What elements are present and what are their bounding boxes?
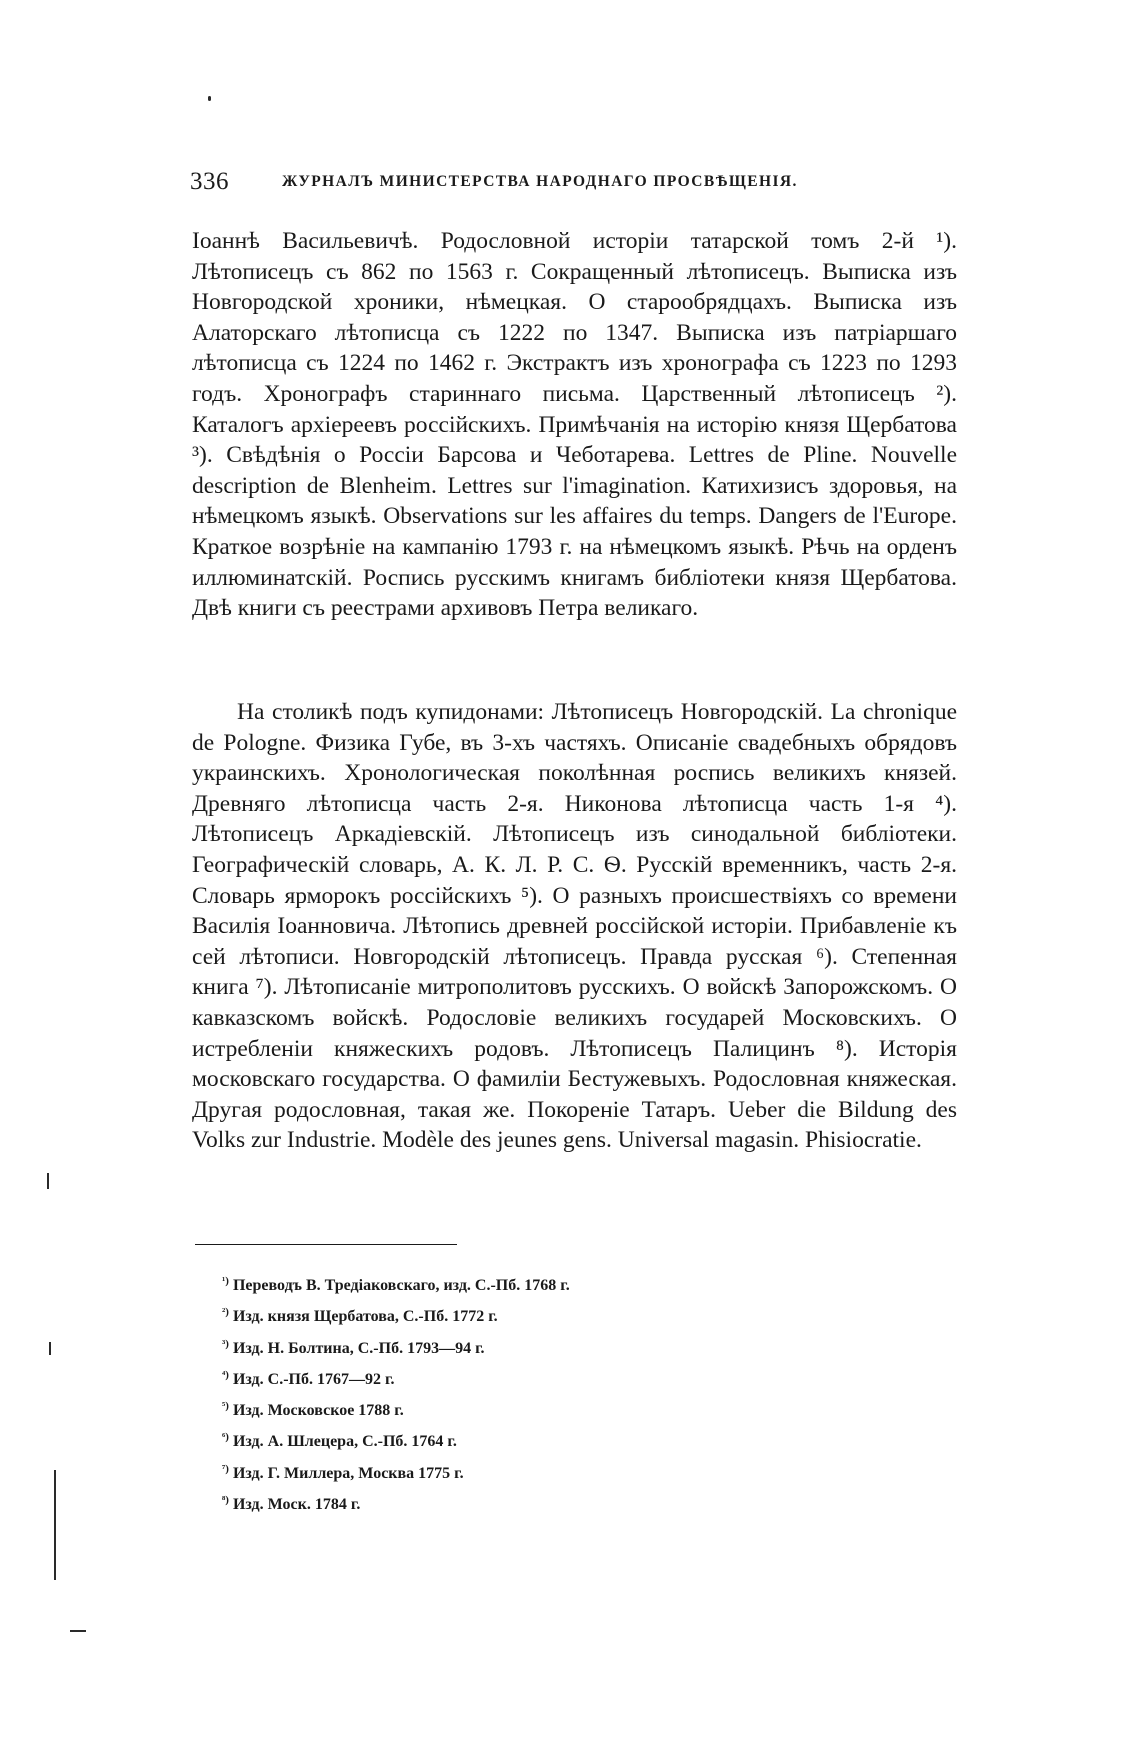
scan-mark-left bbox=[54, 1470, 56, 1580]
footnote-text: Переводъ В. Тредіаковскаго, изд. С.-Пб. 1768 г. bbox=[232, 1277, 570, 1294]
footnotes bbox=[222, 1268, 742, 1518]
footnote-mark: ⁶) bbox=[222, 1431, 229, 1444]
footnote bbox=[222, 1456, 742, 1487]
footnote-mark: ⁷) bbox=[222, 1462, 229, 1475]
footnote-mark: ⁵) bbox=[222, 1400, 229, 1413]
scan-mark-left bbox=[70, 1630, 86, 1632]
footnote-mark: ⁸) bbox=[222, 1494, 229, 1507]
footnote-mark: ²) bbox=[222, 1306, 229, 1319]
footnote-mark: ¹) bbox=[222, 1275, 229, 1287]
footnote-mark: ⁴) bbox=[222, 1368, 229, 1381]
scan-mark-left bbox=[47, 1173, 49, 1189]
footnote-text: Изд. князя Щербатова, С.-Пб. 1772 г. bbox=[232, 1308, 498, 1326]
footnote-mark: ³) bbox=[222, 1337, 229, 1350]
footnote bbox=[222, 1487, 742, 1518]
footnote-text: Изд. А. Шлецера, С.-Пб. 1764 г. bbox=[232, 1433, 457, 1451]
page-number: 336 bbox=[190, 168, 229, 195]
footnote bbox=[222, 1331, 742, 1362]
running-head: ЖУРНАЛЪ МИНИСТЕРСТВА НАРОДНАГО ПРОСВѢЩЕНІЯ. bbox=[282, 173, 798, 190]
footnote bbox=[222, 1299, 742, 1330]
footnote-text: Изд. С.-Пб. 1767—92 г. bbox=[232, 1370, 395, 1388]
footnote-text: Изд. Н. Болтина, С.-Пб. 1793—94 г. bbox=[232, 1339, 485, 1357]
scan-dot bbox=[208, 96, 211, 101]
footnote-text: Изд. Моск. 1784 г. bbox=[232, 1496, 361, 1514]
footnote-text: Изд. Московское 1788 г. bbox=[232, 1402, 404, 1420]
body-paragraph: Іоаннѣ Васильевичѣ. Родословной исторіи татарской томъ 2-й ¹). Лѣтописецъ съ 862 по 1563 г. Сокращенный лѣтописецъ. Выписка изъ Новгородской хроники, нѣмецкая. О старообрядцахъ. Выписка изъ Алаторскаго лѣтописца съ 1222 по 1347. Выписка изъ патріаршаго лѣтописца съ 1224 по 1462 г. Экстрактъ изъ хронографа съ 1223 по 1293 годъ. Хронографъ стариннаго письма. Царственный лѣтописецъ ²). Каталогъ архіереевъ россійскихъ. Примѣчанія на исторію князя Щербатова ³). Свѣдѣнія о Россіи Барсова и Чеботарева. Lettres de Pline. Nouvelle description de Blenheim. Lettres sur l'imagination. Катихизисъ здоровья, на нѣмецкомъ языкѣ. Observations sur les affaires du temps. Dangers de l'Europe. Краткое возрѣніе на кампанію 1793 г. на нѣмецкомъ языкѣ. Рѣчь на орденъ иллюминатскій. Роспись русскимъ книгамъ библіотеки князя Щербатова. Двѣ книги съ реестрами архивовъ Петра великаго. bbox=[192, 228, 957, 622]
footnote bbox=[222, 1268, 742, 1299]
footnote-rule bbox=[195, 1244, 457, 1245]
scan-mark-left bbox=[49, 1342, 51, 1355]
body-paragraph: На столикѣ подъ купидонами: Лѣтописецъ Новгородскій. La chronique de Pologne. Физика Губе, въ 3-хъ частяхъ. Описаніе свадебныхъ обрядовъ украинскихъ. Хронологическая поколѣнная роспись великихъ князей. Древняго лѣтописца часть 2-я. Никонова лѣтописца часть 1-я ⁴). Лѣтописецъ Аркадіевскій. Лѣтописецъ изъ синодальной библіотеки. Географическій словарь, А. К. Л. Р. С. Ѳ. Русскій временникъ, часть 2-я. Словарь ярморокъ россійскихъ ⁵). О разныхъ происшествіяхъ со времени Василія Іоанновича. Лѣтопись древней россійской исторіи. Прибавленіе къ сей лѣтописи. Новгородскій лѣтописецъ. Правда русская ⁶). Степенная книга ⁷). Лѣтописаніе митрополитовъ русскихъ. О войскѣ Запорожскомъ. О кавказскомъ войскѣ. Родословіе великихъ государей Московскихъ. О истребленіи княжескихъ родовъ. Лѣтописецъ Палицинъ ⁸). Исторія московскаго государства. О фамиліи Бестужевыхъ. Родословная княжеская. Другая родословная, такая же. Покореніе Татаръ. Ueber die Bildung des Volks zur Industrie. Modèle des jeunes gens. Universal magasin. Phisiocratie. bbox=[192, 699, 957, 1154]
footnote-text: Изд. Г. Миллера, Москва 1775 г. bbox=[232, 1464, 464, 1482]
footnote bbox=[222, 1393, 742, 1424]
page-header bbox=[190, 168, 955, 198]
footnote bbox=[222, 1424, 742, 1455]
footnote bbox=[222, 1362, 742, 1393]
